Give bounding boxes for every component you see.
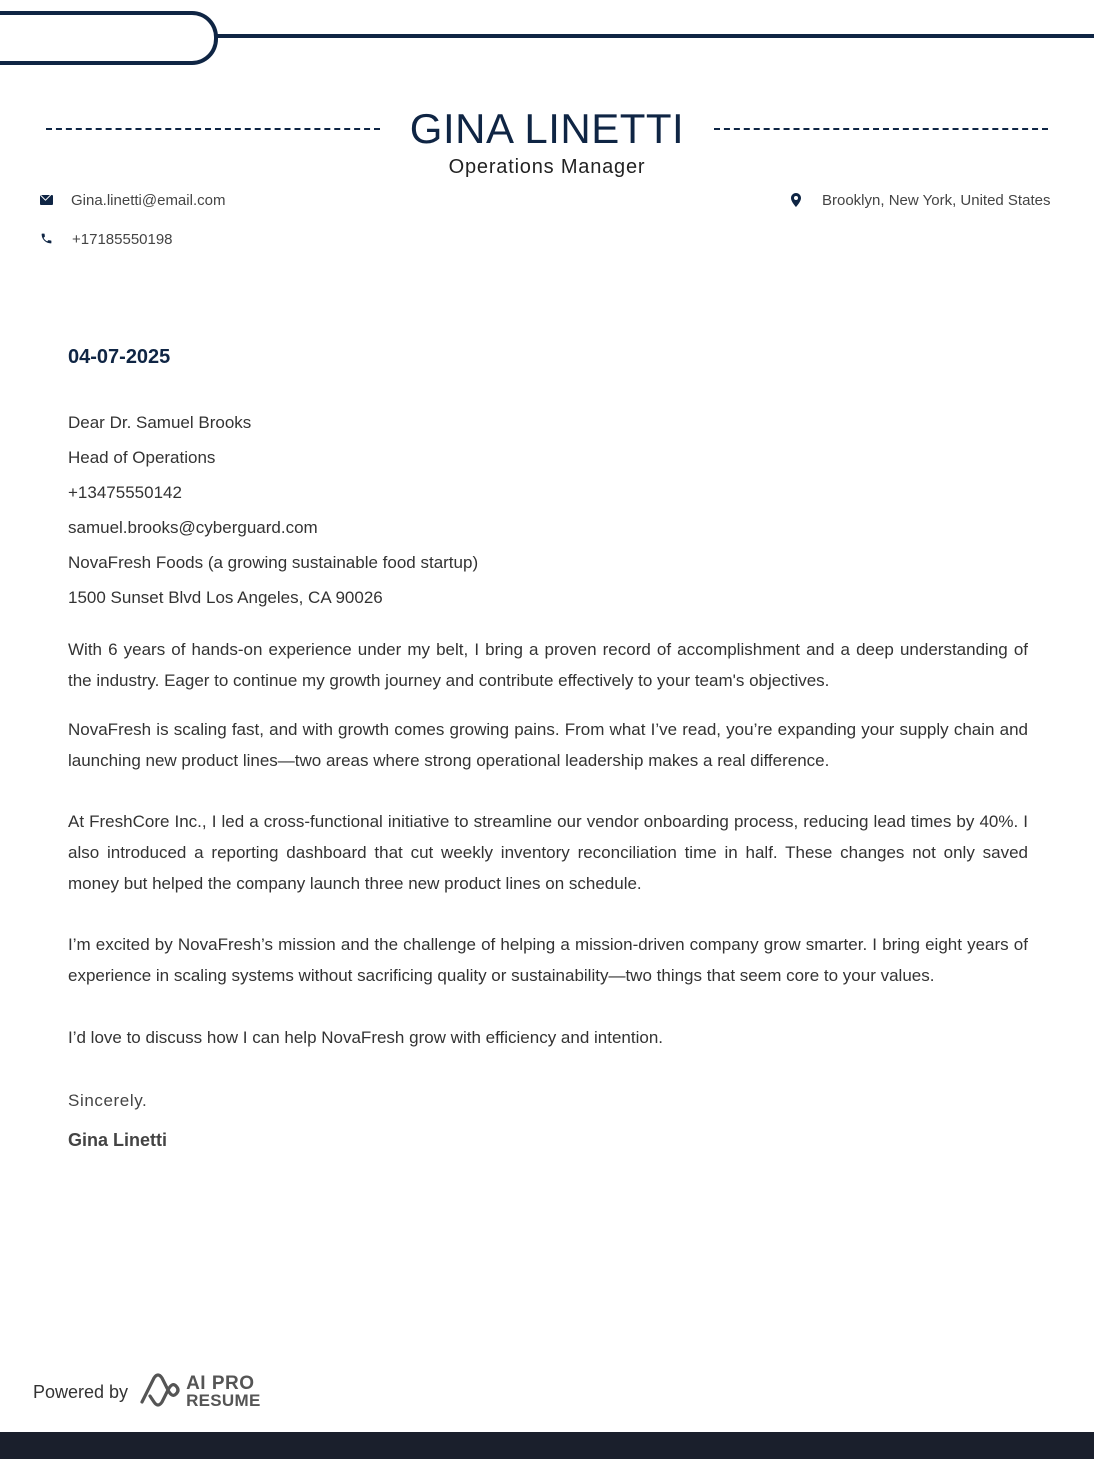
recipient-email: samuel.brooks@cyberguard.com [68, 518, 318, 537]
letter-paragraph: With 6 years of hands-on experience under my belt, I bring a proven record of accomplishment and a deep understanding of the industry. Eager to continue my growth journey and contribute effectively to your team's objectives. [68, 640, 1028, 690]
letter-paragraph: I’m excited by NovaFresh’s mission and the challenge of helping a mission-driven company grow smarter. I bring eight years of experience in scaling systems without sacrificing quality or sustainability—two things that seem core to your values. [68, 935, 1028, 985]
brand-logo [186, 1375, 261, 1409]
phone-icon [40, 232, 54, 246]
brand-line-2: RESUME [186, 1391, 261, 1410]
recipient-company: NovaFresh Foods (a growing sustainable food startup) [68, 553, 479, 572]
recipient-block [68, 405, 478, 615]
letter-paragraph: At FreshCore Inc., I led a cross-functional initiative to streamline our vendor onboarding process, reducing lead times by 40%. I also introduced a reporting dashboard that cut weekly inventory reconciliation time in half. These changes not only saved money but helped the company launch three new product lines on schedule. [68, 812, 1028, 893]
map-pin-icon [790, 193, 804, 207]
letter-closing: Sincerely. [68, 1091, 148, 1110]
recipient-address: 1500 Sunset Blvd Los Angeles, CA 90026 [68, 588, 383, 607]
recipient-salutation: Dear Dr. Samuel Brooks [68, 413, 252, 432]
location-text: Brooklyn, New York, United States [822, 191, 1051, 209]
contact-email [40, 190, 225, 210]
email-text[interactable]: Gina.linetti@email.com [71, 191, 226, 209]
letter-signature: Gina Linetti [68, 1130, 167, 1150]
powered-by-label: Powered by [33, 1381, 129, 1402]
footer-bar [0, 1432, 1094, 1459]
recipient-title: Head of Operations [68, 448, 216, 467]
contact-location [790, 190, 1050, 210]
applicant-role: Operations Manager [448, 156, 646, 178]
phone-text[interactable]: +17185550198 [72, 230, 173, 248]
contact-phone [40, 229, 173, 249]
applicant-name: GINA LINETTI [409, 105, 685, 152]
header-decoration-pill [0, 11, 218, 65]
header-decoration-line [216, 34, 1094, 38]
powered-by-badge[interactable] [33, 1370, 261, 1414]
envelope-icon [40, 195, 53, 205]
brand-line-1: AI PRO [186, 1373, 255, 1394]
brand-logo-icon [138, 1370, 186, 1415]
letter-paragraph: NovaFresh is scaling fast, and with growth comes growing pains. From what I’ve read, you’re expanding your supply chain and launching new product lines—two areas where strong operational leadership makes a real difference. [68, 720, 1028, 770]
letter-paragraph: I’d love to discuss how I can help NovaFresh grow with efficiency and intention. [68, 1028, 663, 1047]
letter-date: 04-07-2025 [68, 346, 171, 368]
recipient-phone: +13475550142 [68, 483, 182, 502]
